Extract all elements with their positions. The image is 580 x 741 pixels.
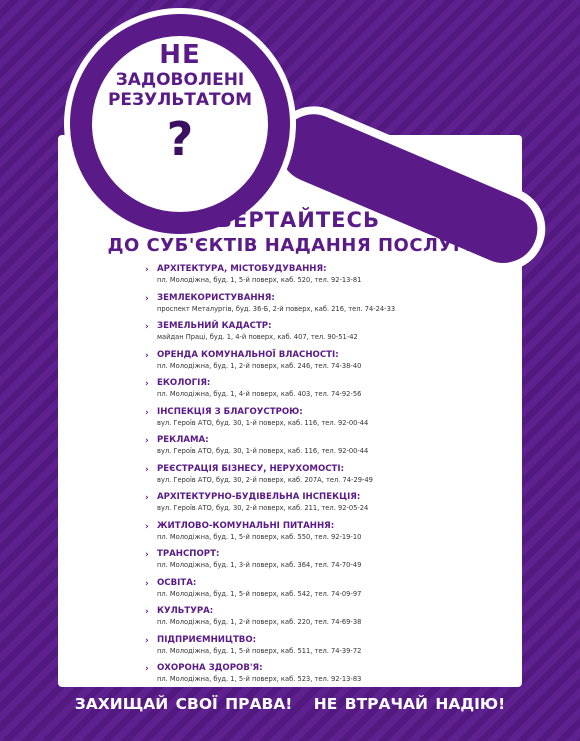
list-item <box>145 264 520 293</box>
list-item <box>145 464 520 493</box>
list-item-address: вул. Героїв АТО, буд. 30, 1-й поверх, каб. 116, тел. 92-00-44 <box>157 418 369 427</box>
list-item-address: пл. Молодіжна, буд. 1, 2-й поверх, каб. 220, тел. 74-69-38 <box>157 618 362 626</box>
list-item-title: АРХІТЕКТУРНО-БУДІВЕЛЬНА ІНСПЕКЦІЯ: <box>157 492 361 502</box>
list-item-address: майдан Праці, буд. 1, 4-й поверх, каб. 407, тел. 90-51-42 <box>157 333 358 341</box>
list-item <box>145 492 520 521</box>
list-item <box>145 606 520 635</box>
list-item-title: ОХОРОНА ЗДОРОВ'Я: <box>157 663 263 673</box>
list-item <box>145 521 520 550</box>
chevron-right-icon: › <box>145 664 149 674</box>
list-item <box>145 578 520 607</box>
footer-slogan-right: НЕ ВТРАЧАЙ НАДІЮ! <box>313 695 506 713</box>
list-item-title: АРХІТЕКТУРА, МІСТОБУДУВАННЯ: <box>157 264 327 274</box>
list-item-address: пл. Молодіжна, буд. 1, 5-й поверх, каб. 523, тел. 92-13-83 <box>157 675 362 683</box>
chevron-right-icon: › <box>145 550 149 560</box>
chevron-right-icon: › <box>145 578 149 589</box>
list-item-address: пл. Молодіжна, буд. 1, 2-й поверх, каб. 246, тел. 74-38-40 <box>157 361 362 370</box>
list-item <box>145 293 520 322</box>
list-item-address: пл. Молодіжна, буд. 1, 3-й поверх, каб. 364, тел. 74-70-49 <box>157 561 362 569</box>
list-item-title: РЕКЛАМА: <box>157 435 209 445</box>
list-item-address: пл. Молодіжна, буд. 1, 5-й поверх, каб. 542, тел. 74-09-97 <box>157 589 362 598</box>
list-item <box>145 663 520 692</box>
list-item-title: ЖИТЛОВО-КОМУНАЛЬНІ ПИТАННЯ: <box>157 520 335 531</box>
list-item-address: пл. Молодіжна, буд. 1, 5-й поверх, каб. 511, тел. 74-39-72 <box>157 646 362 655</box>
list-item-address: пл. Молодіжна, буд. 1, 5-й поверх, каб. 520, тел. 92-13-81 <box>157 276 362 284</box>
list-item-address: вул. Героїв АТО, буд. 30, 2-й поверх, каб. 211, тел. 92-05-24 <box>157 504 369 512</box>
chevron-right-icon: › <box>145 607 149 617</box>
heading-line-1: ЗВЕРТАЙТЕСЬ <box>200 208 380 232</box>
heading-line-2: ДО СУБ'ЄКТІВ НАДАННЯ ПОСЛУГ: <box>107 235 473 256</box>
list-item-address: вул. Героїв АТО, буд. 30, 1-й поверх, каб. 116, тел. 92-00-44 <box>157 447 369 455</box>
list-item-title: ЗЕМЕЛЬНИЙ КАДАСТР: <box>157 321 272 331</box>
list-item <box>145 407 520 436</box>
chevron-right-icon: › <box>145 265 149 275</box>
list-item-title: ОСВІТА: <box>157 577 197 588</box>
list-item-title: ОРЕНДА КОМУНАЛЬНОЇ ВЛАСНОСТІ: <box>157 349 339 360</box>
list-item-title: ЕКОЛОГІЯ: <box>157 378 211 388</box>
chevron-right-icon: › <box>145 635 149 646</box>
footer-slogan-left: ЗАХИЩАЙ СВОЇ ПРАВА! <box>74 695 293 713</box>
list-item-address: проспект Металургів, буд. 36-Б, 2-й поверх, каб. 216, тел. 74-24-33 <box>157 304 396 313</box>
chevron-right-icon: › <box>145 293 149 304</box>
lens-line-2: ЗАДОВОЛЕНІ <box>115 70 245 90</box>
list-item-title: РЕЄСТРАЦІЯ БІЗНЕСУ, НЕРУХОМОСТІ: <box>157 463 345 474</box>
list-item <box>145 378 520 407</box>
list-item-address: пл. Молодіжна, буд. 1, 4-й поверх, каб. 403, тел. 74-92-56 <box>157 390 362 398</box>
list-item <box>145 549 520 578</box>
chevron-right-icon: › <box>145 379 149 389</box>
list-item <box>145 321 520 350</box>
chevron-right-icon: › <box>145 436 149 446</box>
list-item-title: ТРАНСПОРТ: <box>157 549 220 559</box>
chevron-right-icon: › <box>145 521 149 532</box>
list-item <box>145 435 520 464</box>
list-item <box>145 635 520 664</box>
service-list <box>145 264 520 692</box>
question-mark-icon: ? <box>166 112 194 166</box>
footer-slogan <box>0 692 580 716</box>
chevron-right-icon: › <box>145 493 149 503</box>
list-item <box>145 350 520 379</box>
lens-text <box>92 40 268 166</box>
list-item-address: пл. Молодіжна, буд. 1, 5-й поверх, каб. 550, тел. 92-19-10 <box>157 532 362 541</box>
lens-line-1: НЕ <box>159 40 201 70</box>
list-item-title: ІНСПЕКЦІЯ З БЛАГОУСТРОЮ: <box>157 406 303 417</box>
page-title <box>58 208 522 258</box>
list-item-title: ЗЕМЛЕКОРИСТУВАННЯ: <box>157 292 275 303</box>
chevron-right-icon: › <box>145 350 149 361</box>
chevron-right-icon: › <box>145 464 149 475</box>
list-item-title: ПІДПРИЄМНИЦТВО: <box>157 634 257 645</box>
list-item-address: вул. Героїв АТО, буд. 30, 2-й поверх, каб. 207А, тел. 74-29-49 <box>157 475 373 484</box>
chevron-right-icon: › <box>145 407 149 418</box>
lens-line-3: РЕЗУЛЬТАТОМ <box>107 90 253 110</box>
list-item-title: КУЛЬТУРА: <box>157 606 214 616</box>
chevron-right-icon: › <box>145 322 149 332</box>
